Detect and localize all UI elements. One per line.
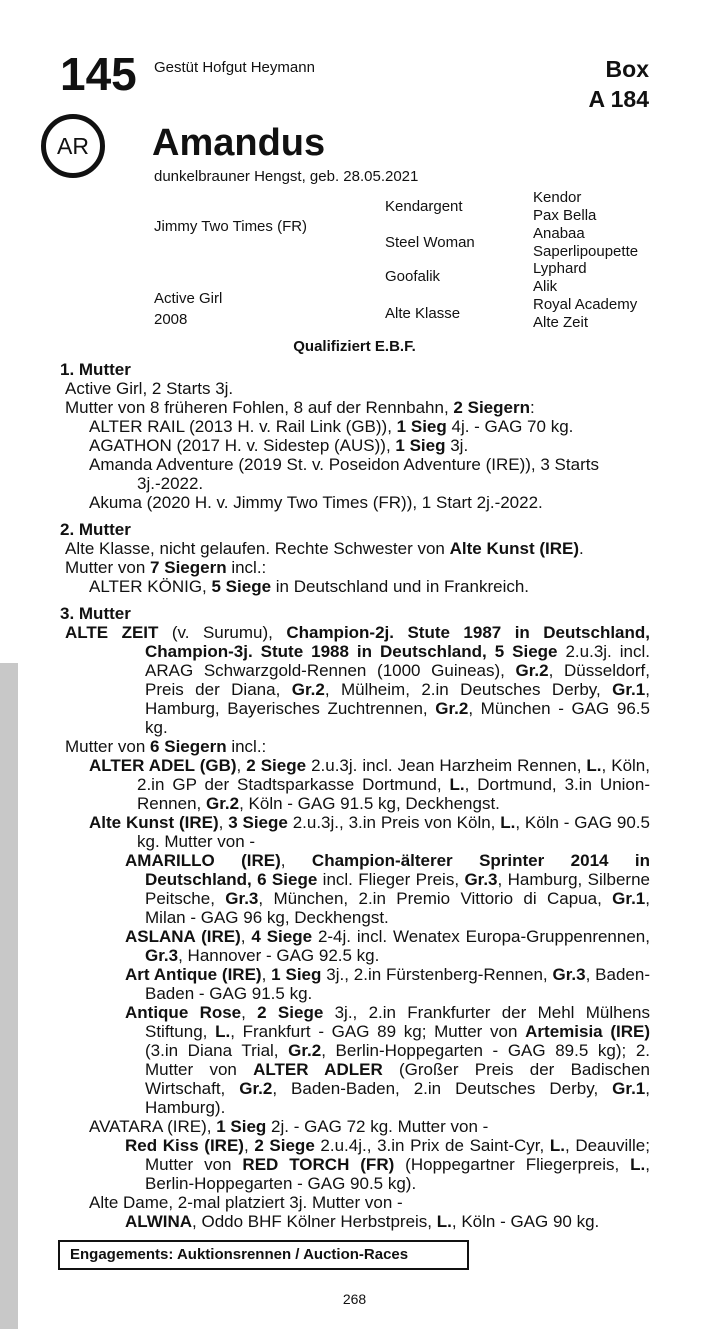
third-dam-heading: 3. Mutter [60, 604, 131, 623]
offspring-entry [60, 436, 650, 455]
text: 2-4j. incl. Wenatex Europa-Gruppenrennen, [312, 927, 650, 946]
third-dam-section [60, 604, 650, 1231]
engagements-box: Engagements: Auktionsrennen / Auction-Races [58, 1240, 469, 1270]
text: : [529, 398, 535, 417]
ar-badge: AR [41, 114, 105, 178]
grade: Gr.3 [225, 889, 259, 908]
text: , Berlin-Hoppegarten - GAG 89.5 kg); 2. Mutter von [145, 1041, 650, 1079]
text: , Köln - GAG 90.5 kg. Mutter von - [137, 813, 650, 851]
grade: L. [436, 1212, 452, 1231]
text: Mutter von [65, 558, 151, 577]
pedigree-sire: Jimmy Two Times (FR) [154, 218, 308, 235]
pedigree-sdd: Saperlipoupette [533, 243, 639, 260]
offspring-entry [60, 756, 650, 813]
text: 2.u.3j., 3.in Preis von Köln, [287, 813, 501, 832]
lot-number: 145 [60, 48, 137, 100]
grade: Gr.1 [612, 680, 646, 699]
grade: L. [549, 1136, 565, 1155]
text: (Hoppegartner Fliegerpreis, [394, 1155, 631, 1174]
box-info [588, 54, 649, 114]
pedigree-ds: Goofalik [385, 268, 441, 285]
pedigree-sss: Kendor [533, 189, 582, 206]
second-dam-produce [60, 558, 650, 577]
offspring-entry [60, 927, 650, 965]
text: 3j., 2.in Fürstenberg-Rennen, [321, 965, 553, 984]
win-count: 1 Sieg [395, 436, 446, 455]
horse-ref: Alte Kunst (IRE) [449, 539, 579, 558]
win-count: 2 Siege [246, 756, 307, 775]
first-dam-heading: 1. Mutter [60, 360, 131, 379]
pedigree-ss: Kendargent [385, 198, 463, 215]
winners-count: 2 Siegern [453, 398, 530, 417]
grade: Gr.1 [612, 889, 646, 908]
text: , Oddo BHF Kölner Herbstpreis, [192, 1212, 437, 1231]
grade: Gr.3 [552, 965, 586, 984]
win-count: 5 Siege [211, 577, 272, 596]
text: 3j. [445, 436, 469, 455]
text: , [241, 1003, 258, 1022]
grade: Gr.2 [291, 680, 325, 699]
text: , [236, 756, 247, 775]
text: , Baden-Baden, 2.in Deutsches Derby, [272, 1079, 613, 1098]
grade: Gr.2 [515, 661, 549, 680]
second-dam-section [60, 520, 650, 596]
text: , [261, 965, 272, 984]
pedigree-ddd: Alte Zeit [533, 314, 589, 331]
grade: Gr.2 [239, 1079, 273, 1098]
text: , München - GAG 96.5 kg. [145, 699, 650, 737]
third-dam-entry [60, 623, 650, 737]
winners-count: 7 Siegern [150, 558, 227, 577]
horse-ref: ALWINA [125, 1212, 193, 1231]
grade: Gr.2 [435, 699, 469, 718]
text: 2j. - GAG 72 kg. Mutter von - [266, 1117, 489, 1136]
win-count: 4 Siege [251, 927, 313, 946]
stud-name: Gestüt Hofgut Heymann [154, 59, 315, 76]
text: , Hamburg, Silberne Peitsche, [145, 870, 651, 908]
first-dam-section [60, 360, 650, 512]
offspring-entry: Amanda Adventure (2019 St. v. Poseidon Adventure (IRE)), 3 Starts 3j.-2022. [89, 455, 599, 493]
text: incl.: [226, 737, 267, 756]
text: (3.in Diana Trial, [145, 1041, 289, 1060]
offspring-entry [60, 1136, 650, 1193]
winners-count: 6 Siegern [150, 737, 227, 756]
champion-text: Champion-älterer Sprinter 2014 in Deutschland, 6 Siege [145, 851, 650, 889]
grade: Gr.1 [612, 1079, 646, 1098]
grade: L. [630, 1155, 646, 1174]
text: , Hamburg). [145, 1079, 650, 1117]
horse-ref: Art Antique (IRE) [125, 965, 262, 984]
text: Mutter von 8 früheren Fohlen, 8 auf der Rennbahn, [65, 398, 454, 417]
second-dam-heading: 2. Mutter [60, 520, 131, 539]
text: incl. Flieger Preis, [317, 870, 465, 889]
grade: L. [215, 1022, 231, 1041]
text: 3j., 2.in Frankfurter der Mehl Mülhens Stiftung, [145, 1003, 650, 1041]
text: incl.: [226, 558, 267, 577]
box-label: Box [605, 56, 649, 82]
grade: L. [586, 756, 602, 775]
text: 2.u.3j. incl. Jean Harzheim Rennen, [306, 756, 587, 775]
text: 2.u.3j. incl. ARAG Schwarzgold-Rennen (1000 Guineas), [145, 642, 650, 680]
win-count: 1 Sieg [271, 965, 322, 984]
text: , [218, 813, 229, 832]
offspring-entry [60, 1003, 650, 1117]
offspring-entry [60, 851, 650, 927]
qualification: Qualifiziert E.B.F. [293, 338, 416, 355]
pedigree-dam: Active Girl [154, 290, 223, 307]
page-number: 268 [342, 1291, 367, 1307]
text: 2.u.4j., 3.in Prix de Saint-Cyr, [314, 1136, 550, 1155]
offspring-entry: Alte Dame, 2-mal platziert 3j. Mutter von - [89, 1193, 403, 1212]
text: in Deutschland und in Frankreich. [271, 577, 530, 596]
offspring-entry [60, 813, 650, 851]
win-count: 1 Sieg [396, 417, 447, 436]
text: , Düsseldorf, Preis der Diana, [145, 661, 650, 699]
text: , Dortmund, 3.in Union-Rennen, [137, 775, 650, 813]
text: ALTER KÖNIG, [89, 577, 212, 596]
text: ALTER RAIL (2013 H. v. Rail Link (GB)), [89, 417, 397, 436]
catalogue-text [60, 360, 650, 1239]
grade: Gr.3 [464, 870, 498, 889]
text: AVATARA (IRE), [89, 1117, 217, 1136]
horse-ref: ALTE ZEIT [65, 623, 159, 642]
horse-ref: AMARILLO (IRE) [125, 851, 281, 870]
horse-ref: RED TORCH (FR) [242, 1155, 395, 1174]
pedigree-ssd: Pax Bella [533, 207, 597, 224]
horse-ref: Artemisia (IRE) [525, 1022, 650, 1041]
text: . [579, 539, 584, 558]
text: , Köln, 2.in GP der Stadtsparkasse Dortmund, [137, 756, 650, 794]
first-dam-produce [60, 398, 650, 417]
pedigree-dam-year: 2008 [154, 311, 188, 328]
text: , Frankfurt - GAG 89 kg; Mutter von [230, 1022, 526, 1041]
box-number: A 184 [588, 86, 649, 112]
win-count: 2 Siege [254, 1136, 315, 1155]
offspring-entry [60, 1117, 650, 1136]
text: , [243, 1136, 255, 1155]
text: (v. Surumu), [158, 623, 287, 642]
text: , Deauville; Mutter von [145, 1136, 650, 1174]
text: , [280, 851, 312, 870]
horse-ref: ALTER ADLER [253, 1060, 383, 1079]
text: AGATHON (2017 H. v. Sidestep (AUS)), [89, 436, 396, 455]
offspring-entry [60, 965, 650, 1003]
pedigree-dd: Alte Klasse [385, 305, 461, 322]
text: 4j. - GAG 70 kg. [446, 417, 574, 436]
offspring-entry [60, 1212, 650, 1231]
pedigree-sds: Anabaa [533, 225, 585, 242]
pedigree-sd: Steel Woman [385, 234, 475, 251]
horse-ref: ASLANA (IRE) [125, 927, 241, 946]
text: Mutter von [65, 737, 151, 756]
text: , Hannover - GAG 92.5 kg. [178, 946, 380, 965]
horse-description: dunkelbrauner Hengst, geb. 28.05.2021 [154, 168, 419, 185]
grade: Gr.2 [206, 794, 240, 813]
grade: Gr.3 [145, 946, 179, 965]
win-count: 1 Sieg [216, 1117, 267, 1136]
pedigree-dds: Royal Academy [533, 296, 638, 313]
horse-ref: ALTER ADEL (GB) [89, 756, 237, 775]
champion-text: Champion-2j. Stute 1987 in Deutschland, Champion-3j. Stute 1988 in Deutschland, 5 Siege [145, 623, 650, 661]
text: , [240, 927, 252, 946]
grade: L. [449, 775, 465, 794]
offspring-entry: Akuma (2020 H. v. Jimmy Two Times (FR)), 1 Start 2j.-2022. [89, 493, 543, 512]
third-dam-produce [60, 737, 650, 756]
pedigree-dsd: Alik [533, 278, 558, 295]
horse-ref: Alte Kunst (IRE) [89, 813, 219, 832]
text: , Berlin-Hoppegarten - GAG 90.5 kg). [145, 1155, 651, 1193]
horse-ref: Antique Rose [125, 1003, 242, 1022]
text: , Milan - GAG 96 kg, Deckhengst. [145, 889, 650, 927]
text: , München, 2.in Premio Vittorio di Capua, [258, 889, 613, 908]
text: , Köln - GAG 90 kg. [451, 1212, 600, 1231]
text: , Hamburg, Bayerisches Zuchtrennen, [145, 680, 650, 718]
offspring-entry [60, 417, 650, 436]
text: , Köln - GAG 91.5 kg, Deckhengst. [239, 794, 500, 813]
text: , Mülheim, 2.in Deutsches Derby, [324, 680, 613, 699]
text: Alte Klasse, nicht gelaufen. Rechte Schwester von [65, 539, 450, 558]
win-count: 3 Siege [228, 813, 288, 832]
offspring-entry [60, 577, 650, 596]
text: , Baden-Baden - GAG 91.5 kg. [145, 965, 650, 1003]
text: (Großer Preis der Badischen Wirtschaft, [145, 1060, 650, 1098]
horse-ref: Red Kiss (IRE) [125, 1136, 244, 1155]
pedigree-dss: Lyphard [533, 260, 587, 277]
horse-name: Amandus [152, 122, 326, 164]
grade: Gr.2 [288, 1041, 322, 1060]
second-dam-line [60, 539, 650, 558]
margin-bar [0, 663, 18, 1329]
win-count: 2 Siege [257, 1003, 324, 1022]
grade: L. [500, 813, 516, 832]
first-dam-line: Active Girl, 2 Starts 3j. [65, 379, 234, 398]
